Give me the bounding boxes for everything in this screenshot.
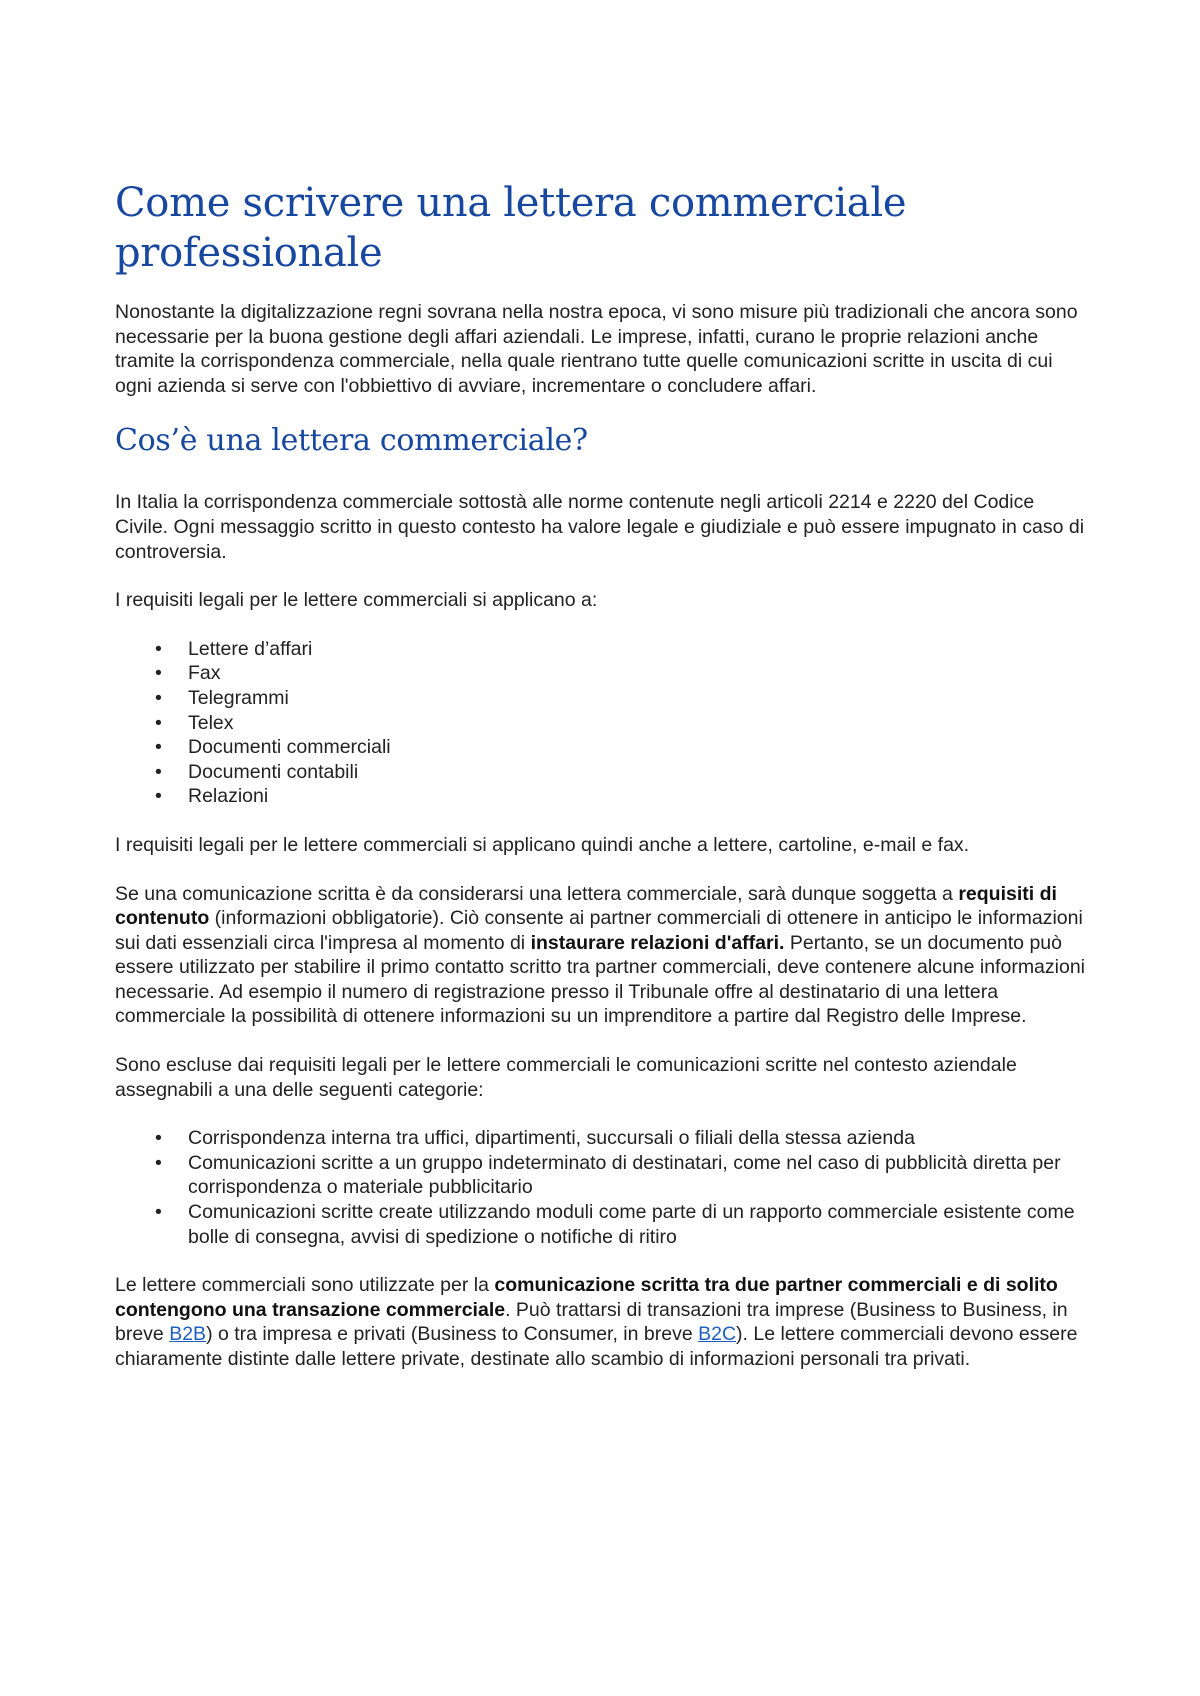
list-item: • Telex (155, 711, 234, 734)
b2c-link[interactable]: B2C (698, 1323, 737, 1346)
page-title: Come scrivere una lettera commerciale professionale (115, 180, 907, 276)
applies-list (115, 637, 1090, 809)
list-item: • Comunicazioni scritte create utilizzando moduli come parte di un rapporto commerciale esistente come bolle di consegna, avvisi di spedizione o notifiche di ritiro (155, 1201, 1075, 1248)
bold-requisiti: requisiti di contenuto (115, 882, 1057, 930)
b2b-link[interactable]: B2B (169, 1323, 207, 1346)
bullet-icon: • (155, 711, 162, 734)
list-item: • Documenti contabili (155, 760, 359, 783)
bullet-icon: • (155, 1151, 162, 1174)
list-item: • Comunicazioni scritte a un gruppo indeterminato di destinatari, come nel caso di pubblicità diretta per corrispondenza o materiale pubblicitario (155, 1151, 1061, 1199)
list-item: • Fax (155, 662, 221, 685)
excluded-intro-paragraph: Sono escluse dai requisiti legali per le lettere commerciali le comunicazioni scritte nel contesto aziendale assegnabili a una delle seguenti categorie: (115, 1054, 1017, 1101)
requirements-intro-paragraph: I requisiti legali per le lettere commerciali si applicano a: (115, 589, 598, 612)
bullet-icon: • (155, 662, 162, 685)
list-item: • Documenti commerciali (155, 736, 391, 759)
law-paragraph: In Italia la corrispondenza commerciale sottostà alle norme contenute negli articoli 2214 e 2220 del Codice Civile. Ogni messaggio scritto in questo contesto ha valore legale e giudiziale e può essere impugnato in caso di controversia. (115, 491, 1085, 563)
bold-comunicazione: comunicazione scritta tra due partner commerciali e di solito contengono una transazione commerciale (115, 1274, 1058, 1321)
final-paragraph: Le lettere commerciali sono utilizzate per la comunicazione scritta tra due partner commerciali e di solito contengono una transazione commerciale. Può trattarsi di transazioni tra imprese (Business to Business, in breve B2B) o tra impresa e privati (Business to Consumer, in breve B2C). Le lettere commerciali devono essere chiaramente distinte dalle lettere private, destinate allo scambio di informazioni personali tra privati. (115, 1274, 1078, 1370)
bold-instaurare: instaurare relazioni d'affari. (530, 931, 785, 954)
bullet-icon: • (155, 1201, 162, 1224)
list-item: • Lettere d’affari (155, 637, 313, 660)
bullet-icon: • (155, 785, 162, 808)
bullet-icon: • (155, 637, 162, 660)
list-item: • Corrispondenza interna tra uffici, dipartimenti, succursali o filiali della stessa azienda (155, 1127, 915, 1150)
requirements-also-paragraph: I requisiti legali per le lettere commerciali si applicano quindi anche a lettere, cartoline, e-mail e fax. (115, 833, 970, 856)
bullet-icon: • (155, 760, 162, 783)
section-heading: Cos’è una lettera commerciale? (115, 423, 588, 459)
intro-paragraph: Nonostante la digitalizzazione regni sovrana nella nostra epoca, vi sono misure più tradizionali che ancora sono necessarie per la buona gestione degli affari aziendali. Le imprese, infatti, curano le proprie relazioni anche tramite la corrispondenza commerciale, nella quale rientrano tutte quelle comunicazioni scritte in uscita di cui ogni azienda si serve con l'obbiettivo di avviare, incrementare o concludere affari. (115, 301, 1078, 397)
excluded-list (115, 1126, 1090, 1249)
content-requirements-paragraph: Se una comunicazione scritta è da considerarsi una lettera commerciale, sarà dunque soggetta a requisiti di contenuto (informazioni obbligatorie). Ciò consente ai partner commerciali di ottenere in anticipo le informazioni sui dati essenziali circa l'impresa al momento di instaurare relazioni d'affari. Pertanto, se un documento può essere utilizzato per stabilire il primo contatto scritto tra partner commerciali, deve contenere alcune informazioni necessarie. Ad esempio il numero di registrazione presso il Tribunale offre al destinatario di una lettera commerciale la possibilità di ottenere informazioni su un imprenditore a partire dal Registro delle Imprese. (115, 882, 1086, 1028)
bullet-icon: • (155, 686, 162, 709)
bullet-icon: • (155, 736, 162, 759)
bullet-icon: • (155, 1127, 162, 1150)
list-item: • Relazioni (155, 785, 269, 808)
document-page (115, 178, 1090, 1396)
list-item: • Telegrammi (155, 686, 289, 709)
